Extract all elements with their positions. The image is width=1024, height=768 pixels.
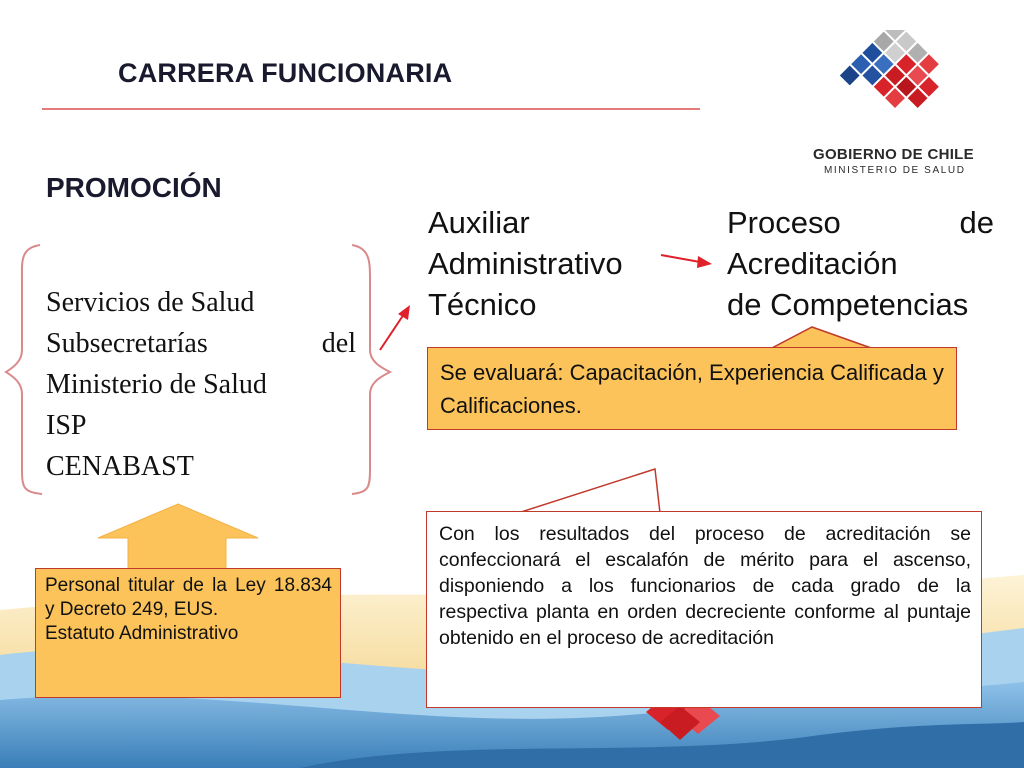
process-line	[727, 202, 994, 243]
service-word: del	[321, 328, 356, 359]
left-bracket	[6, 245, 42, 494]
logo-line-1: GOBIERNO DE CHILE	[813, 146, 974, 163]
job-categories	[428, 202, 623, 325]
evaluation-callout: Se evaluará: Capacitación, Experiencia Calificada y Calificaciones.	[427, 347, 957, 430]
personal-statute: Estatuto Administrativo	[45, 623, 239, 644]
callout-pointer-3	[518, 469, 660, 513]
arrow-to-auxiliar-head	[398, 305, 410, 320]
section-subtitle: PROMOCIÓN	[46, 172, 222, 203]
arrow-to-proceso	[661, 255, 700, 262]
arrow-to-auxiliar	[380, 314, 404, 350]
service-item: ISP	[46, 410, 87, 441]
category-line: Administrativo	[428, 246, 623, 281]
service-item: Servicios de Salud	[46, 287, 255, 318]
result-callout: Con los resultados del proceso de acreditación se confeccionará el escalafón de mérito para el ascenso, disponiendo a los funcionarios de cada grado de la respectiva planta en orden decreciente conforme al puntaje obtenido en el proceso de acreditación	[426, 511, 982, 708]
title-divider	[42, 108, 700, 110]
callout-pointer-1	[770, 327, 874, 349]
page-title: CARRERA FUNCIONARIA	[118, 58, 453, 88]
personal-text: Personal titular de la Ley 18.834 y Decreto 249, EUS.	[45, 575, 332, 620]
process-line: de Competencias	[727, 287, 969, 322]
logo-line-2: MINISTERIO DE SALUD	[824, 165, 966, 176]
category-line: Técnico	[428, 287, 537, 322]
service-item	[46, 323, 356, 364]
up-arrow	[98, 504, 258, 570]
services-list	[46, 282, 356, 487]
process-word: Proceso	[727, 205, 841, 240]
service-item: CENABAST	[46, 451, 194, 482]
arrow-to-proceso-head	[697, 256, 712, 268]
right-bracket	[352, 245, 390, 494]
process-word: de	[959, 205, 994, 240]
category-line: Auxiliar	[428, 205, 530, 240]
process-line: Acreditación	[727, 246, 898, 281]
service-item: Ministerio de Salud	[46, 369, 267, 400]
personal-box	[35, 568, 341, 698]
process-title	[727, 202, 994, 325]
service-word: Subsecretarías	[46, 328, 208, 359]
